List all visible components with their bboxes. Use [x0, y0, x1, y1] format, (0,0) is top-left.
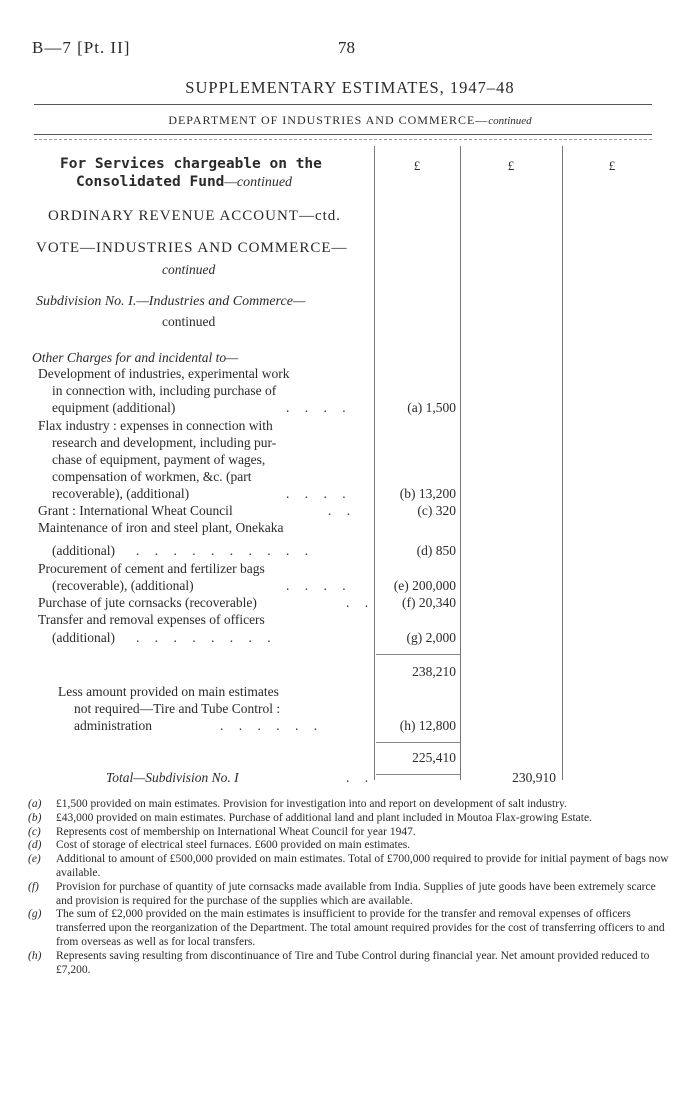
- less-amount-label: Less amount provided on main estimates: [58, 684, 279, 699]
- amount-grant: (c) 320: [417, 503, 456, 518]
- amount-transfer: (g) 2,000: [406, 630, 456, 645]
- column-divider-1: [374, 146, 375, 780]
- item-flax: Flax industry : expenses in connection with: [38, 418, 273, 433]
- footnote-text: The sum of £2,000 provided on the main estimates is insufficient to provide for the transfer and removal expenses of officers transferred upon the reorganization of the Department. The total amount required provides for the cost of transferring officers to and from overseas as well as for local transfers.: [56, 908, 665, 948]
- footnote-label: (c): [28, 825, 41, 838]
- services-heading: For Services chargeable on the: [60, 156, 322, 172]
- less-amount: (h) 12,800: [399, 718, 456, 733]
- footnote-label: (g): [28, 908, 42, 921]
- leader-dots: . .: [346, 595, 375, 610]
- item-procurement: Procurement of cement and fertilizer bags: [38, 561, 265, 576]
- footnote-label: (f): [28, 880, 39, 893]
- column-divider-2: [460, 146, 461, 780]
- total-label: Total—Subdivision No. I: [106, 770, 239, 785]
- amount-flax: (b) 13,200: [399, 486, 456, 501]
- column-header-2: £: [507, 158, 515, 173]
- leader-dots: . . . .: [286, 578, 352, 593]
- column-header-1: £: [413, 158, 421, 173]
- vote-heading-cont: continued: [162, 262, 216, 277]
- item-development: Development of industries, experimental work: [38, 366, 290, 381]
- vote-heading: VOTE—INDUSTRIES AND COMMERCE—: [36, 240, 348, 256]
- footnote-text: Additional to amount of £500,000 provided on main estimates. Total of £700,000 required to provide for initial payment of bags now available.: [56, 853, 669, 879]
- footnote: [28, 839, 674, 853]
- footnote: [28, 853, 674, 881]
- services-heading-line2: Consolidated Fund—continued: [76, 174, 293, 190]
- footnote-text: Represents cost of membership on International Wheat Council for year 1947.: [56, 825, 416, 838]
- subtotal-amount: 238,210: [412, 664, 456, 679]
- net-rule: [376, 742, 460, 743]
- footnote-label: (e): [28, 853, 41, 866]
- leader-dots: . .: [328, 503, 357, 518]
- item-procurement-line2: (recoverable), (additional): [52, 578, 194, 593]
- footnote-text: Provision for purchase of quantity of jute cornsacks made available from India. Supplies of jute goods have been extremely scarce and provision is required for the purchase of the supplies which are available.: [56, 880, 656, 907]
- subdivision-heading-cont: continued: [162, 314, 216, 329]
- footnote-label: (a): [28, 798, 42, 810]
- subdivision-heading: Subdivision No. I.—Industries and Commerce—: [36, 294, 306, 309]
- footnotes: [28, 798, 674, 977]
- column-divider-3: [562, 146, 563, 780]
- footnote-text: Cost of storage of electrical steel furnaces. £600 provided on main estimates.: [56, 839, 411, 852]
- footnote: [28, 798, 674, 812]
- less-amount-line2: not required—Tire and Tube Control :: [74, 701, 281, 716]
- item-development-line3: equipment (additional): [52, 400, 176, 415]
- item-grant: Grant : International Wheat Council: [38, 503, 233, 518]
- total-amount: 230,910: [512, 770, 556, 785]
- leader-dots: . . . . . .: [220, 718, 324, 733]
- page-number: 78: [338, 38, 355, 57]
- footnote: [28, 881, 674, 909]
- footnote-label: (b): [28, 811, 42, 824]
- footnote-label: (h): [28, 949, 42, 962]
- item-development-line2: in connection with, including purchase of: [52, 383, 277, 398]
- leader-dots: . . . . . . . . . .: [136, 543, 315, 558]
- subtotal-rule: [376, 654, 460, 655]
- item-flax-line5: recoverable), (additional): [52, 486, 190, 501]
- item-flax-line4: compensation of workmen, &c. (part: [52, 469, 252, 484]
- document-reference: B—7 [Pt. II]: [32, 38, 131, 57]
- amount-procurement: (e) 200,000: [393, 578, 456, 593]
- footnote-text: Represents saving resulting from discontinuance of Tire and Tube Control during financial year. Net amount provided reduced to £7,200.: [56, 949, 650, 976]
- footnote: [28, 908, 674, 949]
- item-maintenance: Maintenance of iron and steel plant, Onekaka: [38, 520, 284, 535]
- amount-maintenance: (d) 850: [416, 543, 456, 558]
- leader-dots: . .: [346, 770, 375, 785]
- item-maintenance-line2: (additional): [52, 543, 115, 558]
- department-rule: [34, 134, 652, 135]
- leader-dots: . . . . . . . .: [136, 630, 277, 645]
- other-charges-heading: Other Charges for and incidental to—: [32, 350, 239, 365]
- footnote-text: £1,500 provided on main estimates. Provision for investigation into and report on development of salt industry.: [56, 798, 567, 810]
- department-rule-2: [34, 139, 652, 140]
- item-flax-line3: chase of equipment, payment of wages,: [52, 452, 266, 467]
- item-jute: Purchase of jute cornsacks (recoverable): [38, 595, 257, 610]
- amount-jute: (f) 20,340: [402, 595, 456, 610]
- footnote-text: £43,000 provided on main estimates. Purchase of additional land and plant included in Moutoa Flax-growing Estate.: [56, 811, 592, 824]
- item-flax-line2: research and development, including pur-: [52, 435, 277, 450]
- footnote: [28, 826, 674, 840]
- footnote: [28, 950, 674, 978]
- footnote-label: (d): [28, 839, 42, 852]
- item-transfer-line2: (additional): [52, 630, 115, 645]
- leader-dots: . . . .: [286, 400, 352, 415]
- less-amount-line3: administration: [74, 718, 152, 733]
- column-header-3: £: [608, 158, 616, 173]
- title-rule: [34, 104, 652, 105]
- department-heading: DEPARTMENT OF INDUSTRIES AND COMMERCE—continued: [168, 113, 532, 127]
- net-amount: 225,410: [412, 750, 456, 765]
- leader-dots: . . . .: [286, 486, 352, 501]
- total-rule: [376, 774, 460, 775]
- page-title: SUPPLEMENTARY ESTIMATES, 1947–48: [185, 78, 515, 97]
- account-heading: ORDINARY REVENUE ACCOUNT—ctd.: [48, 208, 342, 224]
- footnote: [28, 812, 674, 826]
- amount-development: (a) 1,500: [407, 400, 456, 415]
- item-transfer: Transfer and removal expenses of officers: [38, 612, 265, 627]
